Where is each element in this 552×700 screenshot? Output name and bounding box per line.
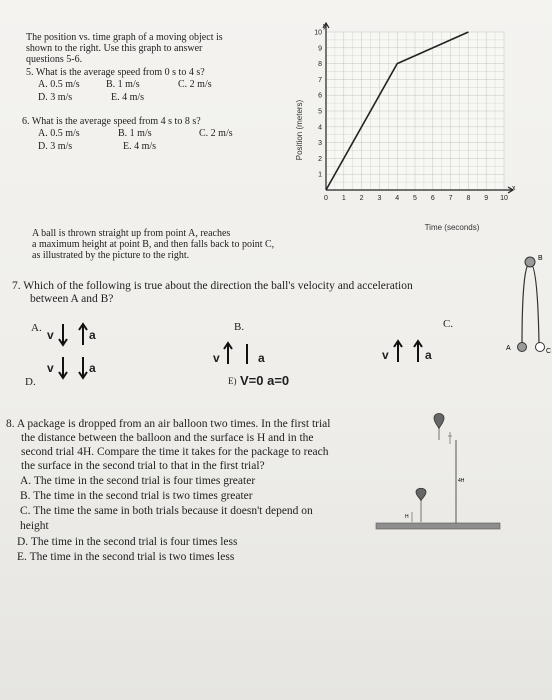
q7a-v-label: v bbox=[47, 328, 54, 342]
y-tick-label: 7 bbox=[318, 76, 322, 84]
q7a-a-arrow-up-icon bbox=[78, 323, 88, 345]
chart-x-axis-letter: x bbox=[512, 185, 516, 192]
q7-letter-c: C. bbox=[443, 318, 454, 330]
ball-line-2: a maximum height at point B, and then falls back to point C, bbox=[32, 239, 275, 250]
q8-option-c: C. The time the same in both trials because it doesn't depend on bbox=[20, 505, 313, 517]
x-tick-label: 3 bbox=[377, 195, 382, 202]
q7c-a-label: a bbox=[425, 348, 432, 362]
q7d-a-arrow-down-icon bbox=[78, 357, 88, 379]
q7d-v-label: v bbox=[47, 361, 54, 375]
position-time-chart bbox=[286, 20, 526, 240]
q7-letter-b: B. bbox=[234, 321, 245, 333]
balloon-low-icon bbox=[416, 488, 426, 501]
x-tick-label: 8 bbox=[466, 195, 471, 202]
q8-option-b: B. The time in the second trial is two times greater bbox=[20, 490, 253, 502]
ground-surface bbox=[376, 523, 500, 529]
balloon-drop-figure bbox=[370, 410, 530, 540]
point-c-label: C bbox=[546, 348, 552, 355]
q7b-v-label: v bbox=[213, 351, 220, 365]
q7-letter-d: D. bbox=[25, 376, 36, 388]
q6-option-a: A. 0.5 m/s bbox=[38, 128, 80, 139]
x-tick-label: 5 bbox=[413, 195, 417, 202]
q5-option-a: A. 0.5 m/s bbox=[38, 79, 80, 90]
x-tick-label: 6 bbox=[430, 195, 435, 202]
x-tick-label: 7 bbox=[448, 195, 453, 202]
q7d-a-label: a bbox=[89, 361, 96, 375]
q7e-text: V=0 a=0 bbox=[240, 373, 290, 388]
y-tick-label: 6 bbox=[318, 92, 322, 100]
label-4h: 4H bbox=[458, 478, 465, 484]
q8-option-c-cont: height bbox=[20, 520, 49, 532]
q7-letter-e: E) bbox=[228, 376, 237, 386]
q7a-v-arrow-down-icon bbox=[58, 324, 68, 346]
chart-y-axis-letter: y bbox=[323, 23, 327, 30]
ball-at-c bbox=[536, 343, 545, 352]
q7a-a-label: a bbox=[89, 328, 96, 342]
ball-trajectory-figure bbox=[500, 245, 552, 360]
ball-line-1: A ball is thrown straight up from point A, reaches bbox=[32, 228, 231, 239]
q6-option-e: E. 4 m/s bbox=[123, 141, 157, 152]
y-tick-label: 10 bbox=[314, 29, 322, 37]
trajectory-arc bbox=[522, 263, 539, 345]
label-h: H bbox=[405, 514, 409, 520]
balloon-high-icon bbox=[434, 414, 444, 430]
q5-option-b: B. 1 m/s bbox=[106, 79, 140, 90]
q8-line-3: second trial 4H. Compare the time it takes for the package to reach bbox=[21, 446, 329, 458]
y-tick-label: 8 bbox=[318, 61, 322, 69]
q8-line-4: the surface in the second trial to that in the first trial? bbox=[21, 460, 265, 472]
q6-option-d: D. 3 m/s bbox=[38, 141, 73, 152]
y-tick-label: 5 bbox=[318, 108, 322, 116]
q8-line-2: the distance between the balloon and the surface is H and in the bbox=[21, 432, 314, 444]
chart-x-label: Time (seconds) bbox=[424, 223, 480, 232]
x-tick-label: 0 bbox=[324, 195, 328, 202]
intro-line-3: questions 5-6. bbox=[26, 54, 83, 65]
ball-at-b bbox=[525, 257, 535, 267]
q8-line-1: 8. A package is dropped from an air balloon two times. In the first trial bbox=[6, 418, 331, 430]
q7-letter-a: A. bbox=[31, 322, 42, 334]
y-tick-label: 1 bbox=[318, 171, 322, 179]
q5-option-c: C. 2 m/s bbox=[178, 79, 212, 90]
q7c-v-arrow-up-icon bbox=[393, 340, 403, 362]
q8-option-e: E. The time in the second trial is two times less bbox=[17, 551, 235, 563]
q6-question: 6. What is the average speed from 4 s to 8 s? bbox=[22, 116, 201, 127]
q7c-a-arrow-up-icon bbox=[413, 340, 423, 362]
q7b-v-arrow-up-icon bbox=[223, 342, 233, 364]
chart-y-label: Position (meters) bbox=[295, 99, 304, 161]
q7c-v-label: v bbox=[382, 348, 389, 362]
ball-line-3: as illustrated by the picture to the right. bbox=[32, 250, 190, 261]
q5-question: 5. What is the average speed from 0 s to 4 s? bbox=[26, 67, 205, 78]
y-tick-label: 2 bbox=[318, 155, 322, 163]
intro-line-1: The position vs. time graph of a moving object is bbox=[26, 32, 223, 43]
x-tick-label: 9 bbox=[484, 195, 489, 202]
ball-at-a bbox=[518, 343, 527, 352]
q7-line-1: 7. Which of the following is true about the direction the ball's velocity and acceleration bbox=[12, 280, 413, 292]
q7b-a-label: a bbox=[258, 351, 265, 365]
x-tick-label: 4 bbox=[395, 195, 400, 202]
y-tick-label: 9 bbox=[318, 45, 322, 53]
q7-line-2: between A and B? bbox=[30, 293, 114, 305]
q6-option-c: C. 2 m/s bbox=[199, 128, 233, 139]
x-tick-label: 2 bbox=[359, 195, 364, 202]
q7b-a-bar-icon bbox=[244, 344, 250, 364]
q8-option-d: D. The time in the second trial is four times less bbox=[17, 536, 238, 548]
point-a-label: A bbox=[506, 345, 511, 352]
y-tick-label: 4 bbox=[318, 124, 322, 132]
q5-option-d: D. 3 m/s bbox=[38, 92, 73, 103]
point-b-label: B bbox=[538, 255, 543, 262]
intro-line-2: shown to the right. Use this graph to answer bbox=[26, 43, 203, 54]
x-tick-label: 1 bbox=[341, 195, 346, 202]
q6-option-b: B. 1 m/s bbox=[118, 128, 152, 139]
y-tick-label: 3 bbox=[318, 140, 322, 148]
q7d-v-arrow-down-icon bbox=[58, 357, 68, 379]
q5-option-e: E. 4 m/s bbox=[111, 92, 145, 103]
q8-option-a: A. The time in the second trial is four times greater bbox=[20, 475, 256, 487]
x-tick-label: 10 bbox=[500, 195, 508, 202]
